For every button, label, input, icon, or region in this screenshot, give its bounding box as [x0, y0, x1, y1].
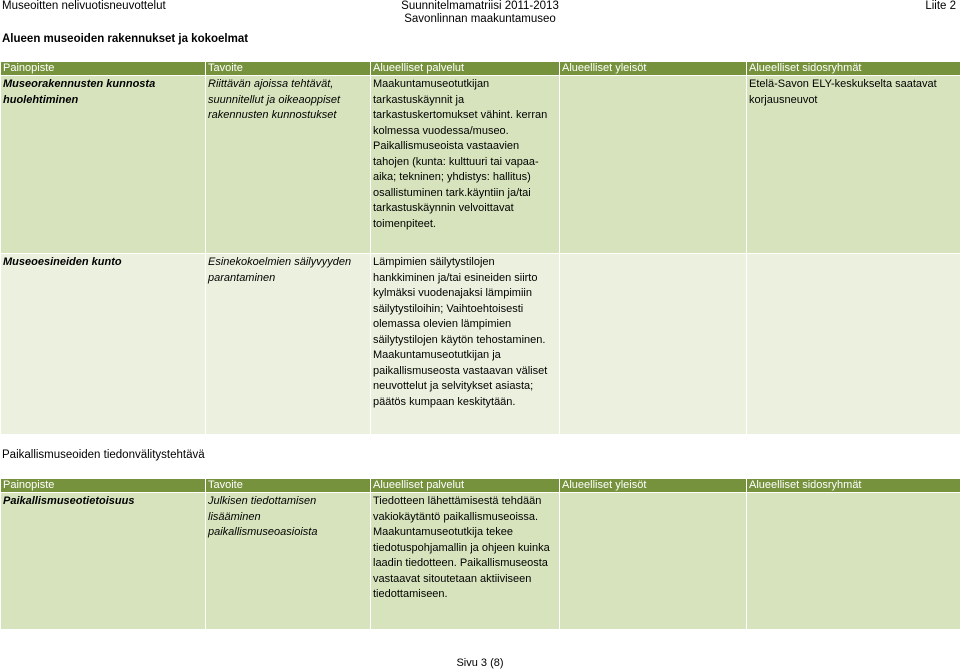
table-row — [1, 76, 960, 254]
cell-palvelut: Lämpimien säilytystilojen hankkiminen ja/tai esineiden siirto kylmäksi vuodenajaksi lämpimiin säilytystiloihin; Vaihtoehtoisesti olemassa olevien lämpimien säilytystilojen käytön tehostaminen. Maakuntamuseotutkijan ja paikallismuseosta vastaavan väliset neuvottelut ja selvitykset asiasta; päätös kumpaan keskitytään. — [371, 254, 560, 435]
section1-header-row — [1, 62, 960, 76]
col-painopiste: Painopiste — [1, 479, 206, 493]
page-header — [0, 0, 960, 30]
cell-yleisot — [560, 76, 747, 254]
cell-tavoite: Julkisen tiedottamisen lisääminen paikallismuseoasioista — [206, 493, 371, 630]
page-number: Sivu 3 (8) — [456, 657, 504, 669]
cell-tavoite: Riittävän ajoissa tehtävät, suunnitellut ja oikeaoppiset rakennusten kunnostukset — [206, 76, 371, 254]
table-row — [1, 254, 960, 435]
col-tavoite: Tavoite — [206, 479, 371, 493]
cell-tavoite: Esinekokoelmien säilyvyyden parantaminen — [206, 254, 371, 435]
header-left: Museoitten nelivuotisneuvottelut — [2, 0, 166, 12]
section2-header-row — [1, 479, 960, 493]
cell-sidosryhmat — [747, 493, 960, 630]
cell-painopiste: Paikallismuseotietoisuus — [1, 493, 206, 630]
col-sidosryhmat: Alueelliset sidosryhmät — [747, 62, 960, 76]
cell-sidosryhmat — [747, 254, 960, 435]
col-yleisot: Alueelliset yleisöt — [560, 479, 747, 493]
section1-table — [0, 61, 960, 435]
cell-palvelut: Maakuntamuseotutkijan tarkastuskäynnit ja tarkastuskertomukset vähint. kerran kolmessa vuodessa/museo. Paikallismuseoista vastaavien tahojen (kunta: kulttuuri tai vapaa-aika; tekninen; yhdistys: hallitus) osallistuminen tark.käyntiin ja/tai tarkastuskäynnin velvoittavat toimenpiteet. — [371, 76, 560, 254]
col-tavoite: Tavoite — [206, 62, 371, 76]
cell-palvelut: Tiedotteen lähettämisestä tehdään vakiokäytäntö paikallismuseoissa. Maakuntamuseotutkija tekee tiedotuspohjamallin ja ohjeen kuinka laadin tiedotteen. Paikallismuseosta vastaavat sitoutetaan aktiiviseen tiedottamiseen. — [371, 493, 560, 630]
cell-painopiste: Museorakennusten kunnosta huolehtiminen — [1, 76, 206, 254]
cell-yleisot — [560, 493, 747, 630]
col-palvelut: Alueelliset palvelut — [371, 479, 560, 493]
header-right: Liite 2 — [925, 0, 956, 12]
table-row — [1, 493, 960, 630]
section1-title: Alueen museoiden rakennukset ja kokoelmat — [2, 33, 249, 45]
cell-yleisot — [560, 254, 747, 435]
header-center-line2: Savonlinnan maakuntamuseo — [404, 13, 556, 25]
col-yleisot: Alueelliset yleisöt — [560, 62, 747, 76]
cell-painopiste: Museoesineiden kunto — [1, 254, 206, 435]
header-center — [0, 0, 960, 26]
col-sidosryhmat: Alueelliset sidosryhmät — [747, 479, 960, 493]
col-palvelut: Alueelliset palvelut — [371, 62, 560, 76]
cell-sidosryhmat: Etelä-Savon ELY-keskukselta saatavat korjausneuvot — [747, 76, 960, 254]
col-painopiste: Painopiste — [1, 62, 206, 76]
section2-title: Paikallismuseoiden tiedonvälitystehtävä — [2, 449, 205, 461]
header-center-line1: Suunnitelmamatriisi 2011-2013 — [401, 0, 559, 12]
section2-table — [0, 478, 960, 630]
